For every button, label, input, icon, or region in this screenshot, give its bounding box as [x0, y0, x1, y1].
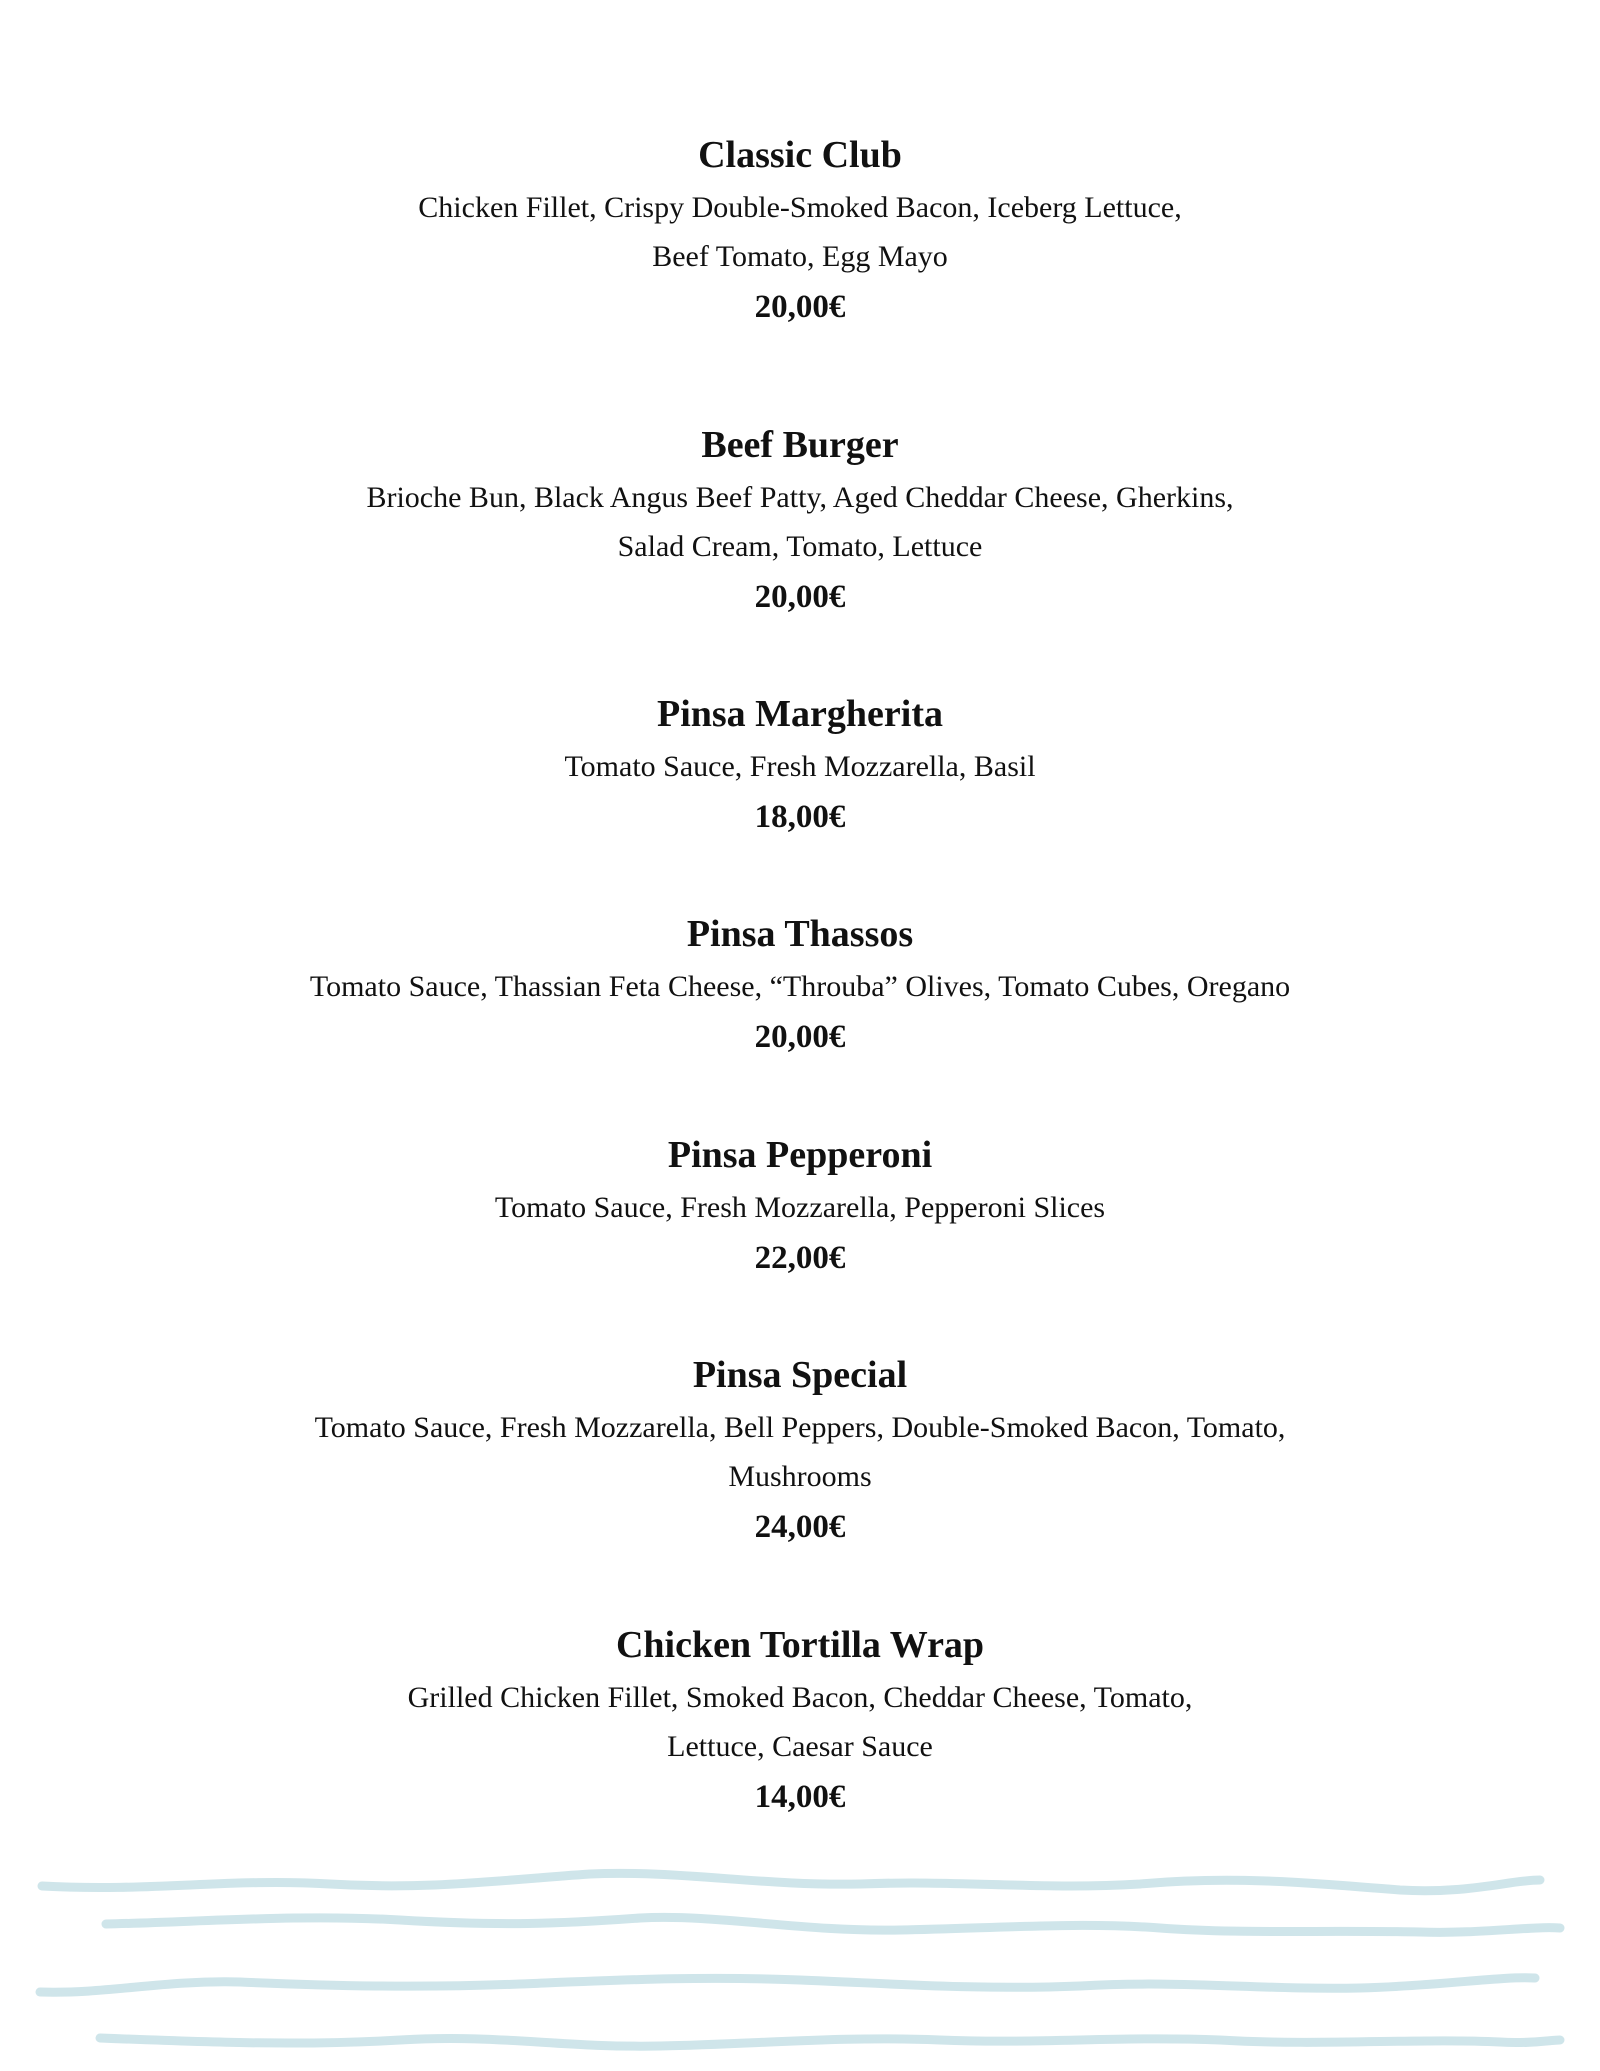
item-name: Beef Burger	[701, 424, 899, 466]
item-name: Pinsa Pepperoni	[667, 1134, 933, 1176]
item-price: 20,00€	[754, 1019, 846, 1055]
item-description	[0, 473, 1600, 571]
menu-item-pinsa-margherita	[0, 690, 1600, 841]
item-description-line: Chicken Fillet, Crispy Double-Smoked Bacon, Iceberg Lettuce,	[418, 191, 1182, 224]
item-description-line: Salad Cream, Tomato, Lettuce	[617, 530, 983, 563]
item-description-line: Tomato Sauce, Fresh Mozzarella, Bell Peppers, Double-Smoked Bacon, Tomato,	[314, 1411, 1286, 1444]
item-price: 18,00€	[754, 799, 846, 835]
menu-item-beef-burger	[0, 421, 1600, 621]
item-name: Chicken Tortilla Wrap	[615, 1624, 985, 1666]
item-description-line: Tomato Sauce, Fresh Mozzarella, Pepperoni Slices	[494, 1191, 1106, 1224]
menu-item-pinsa-thassos	[0, 910, 1600, 1061]
wave-line	[100, 2038, 1560, 2046]
item-name: Pinsa Margherita	[656, 693, 943, 735]
item-description	[0, 1673, 1600, 1771]
wave-line	[106, 1917, 1560, 1932]
menu-item-pinsa-special	[0, 1351, 1600, 1551]
decorative-waves	[0, 1850, 1600, 2071]
item-description	[0, 1183, 1600, 1232]
item-name: Pinsa Thassos	[686, 913, 914, 955]
item-description	[0, 742, 1600, 791]
item-description-line: Mushrooms	[728, 1460, 872, 1493]
item-price: 20,00€	[754, 579, 846, 615]
item-price: 14,00€	[754, 1779, 846, 1815]
item-description-line: Tomato Sauce, Fresh Mozzarella, Basil	[564, 750, 1036, 783]
wave-line	[40, 1978, 1535, 1992]
item-name: Pinsa Special	[692, 1354, 908, 1396]
item-description-line: Beef Tomato, Egg Mayo	[652, 240, 948, 273]
item-price: 20,00€	[754, 289, 846, 325]
menu-item-pinsa-pepperoni	[0, 1131, 1600, 1282]
item-description	[0, 183, 1600, 281]
item-description	[0, 962, 1600, 1011]
item-price: 24,00€	[754, 1509, 846, 1545]
item-description-line: Lettuce, Caesar Sauce	[667, 1730, 933, 1763]
item-description-line: Grilled Chicken Fillet, Smoked Bacon, Cheddar Cheese, Tomato,	[407, 1681, 1193, 1714]
item-name: Classic Club	[698, 134, 902, 176]
item-description-line: Brioche Bun, Black Angus Beef Patty, Aged Cheddar Cheese, Gherkins,	[366, 481, 1234, 514]
menu-item-classic-club	[0, 131, 1600, 331]
item-price: 22,00€	[754, 1240, 846, 1276]
item-description	[0, 1403, 1600, 1501]
wave-line	[42, 1873, 1540, 1890]
item-description-line: Tomato Sauce, Thassian Feta Cheese, “Throuba” Olives, Tomato Cubes, Oregano	[309, 970, 1291, 1003]
menu-item-chicken-tortilla-wrap	[0, 1621, 1600, 1821]
